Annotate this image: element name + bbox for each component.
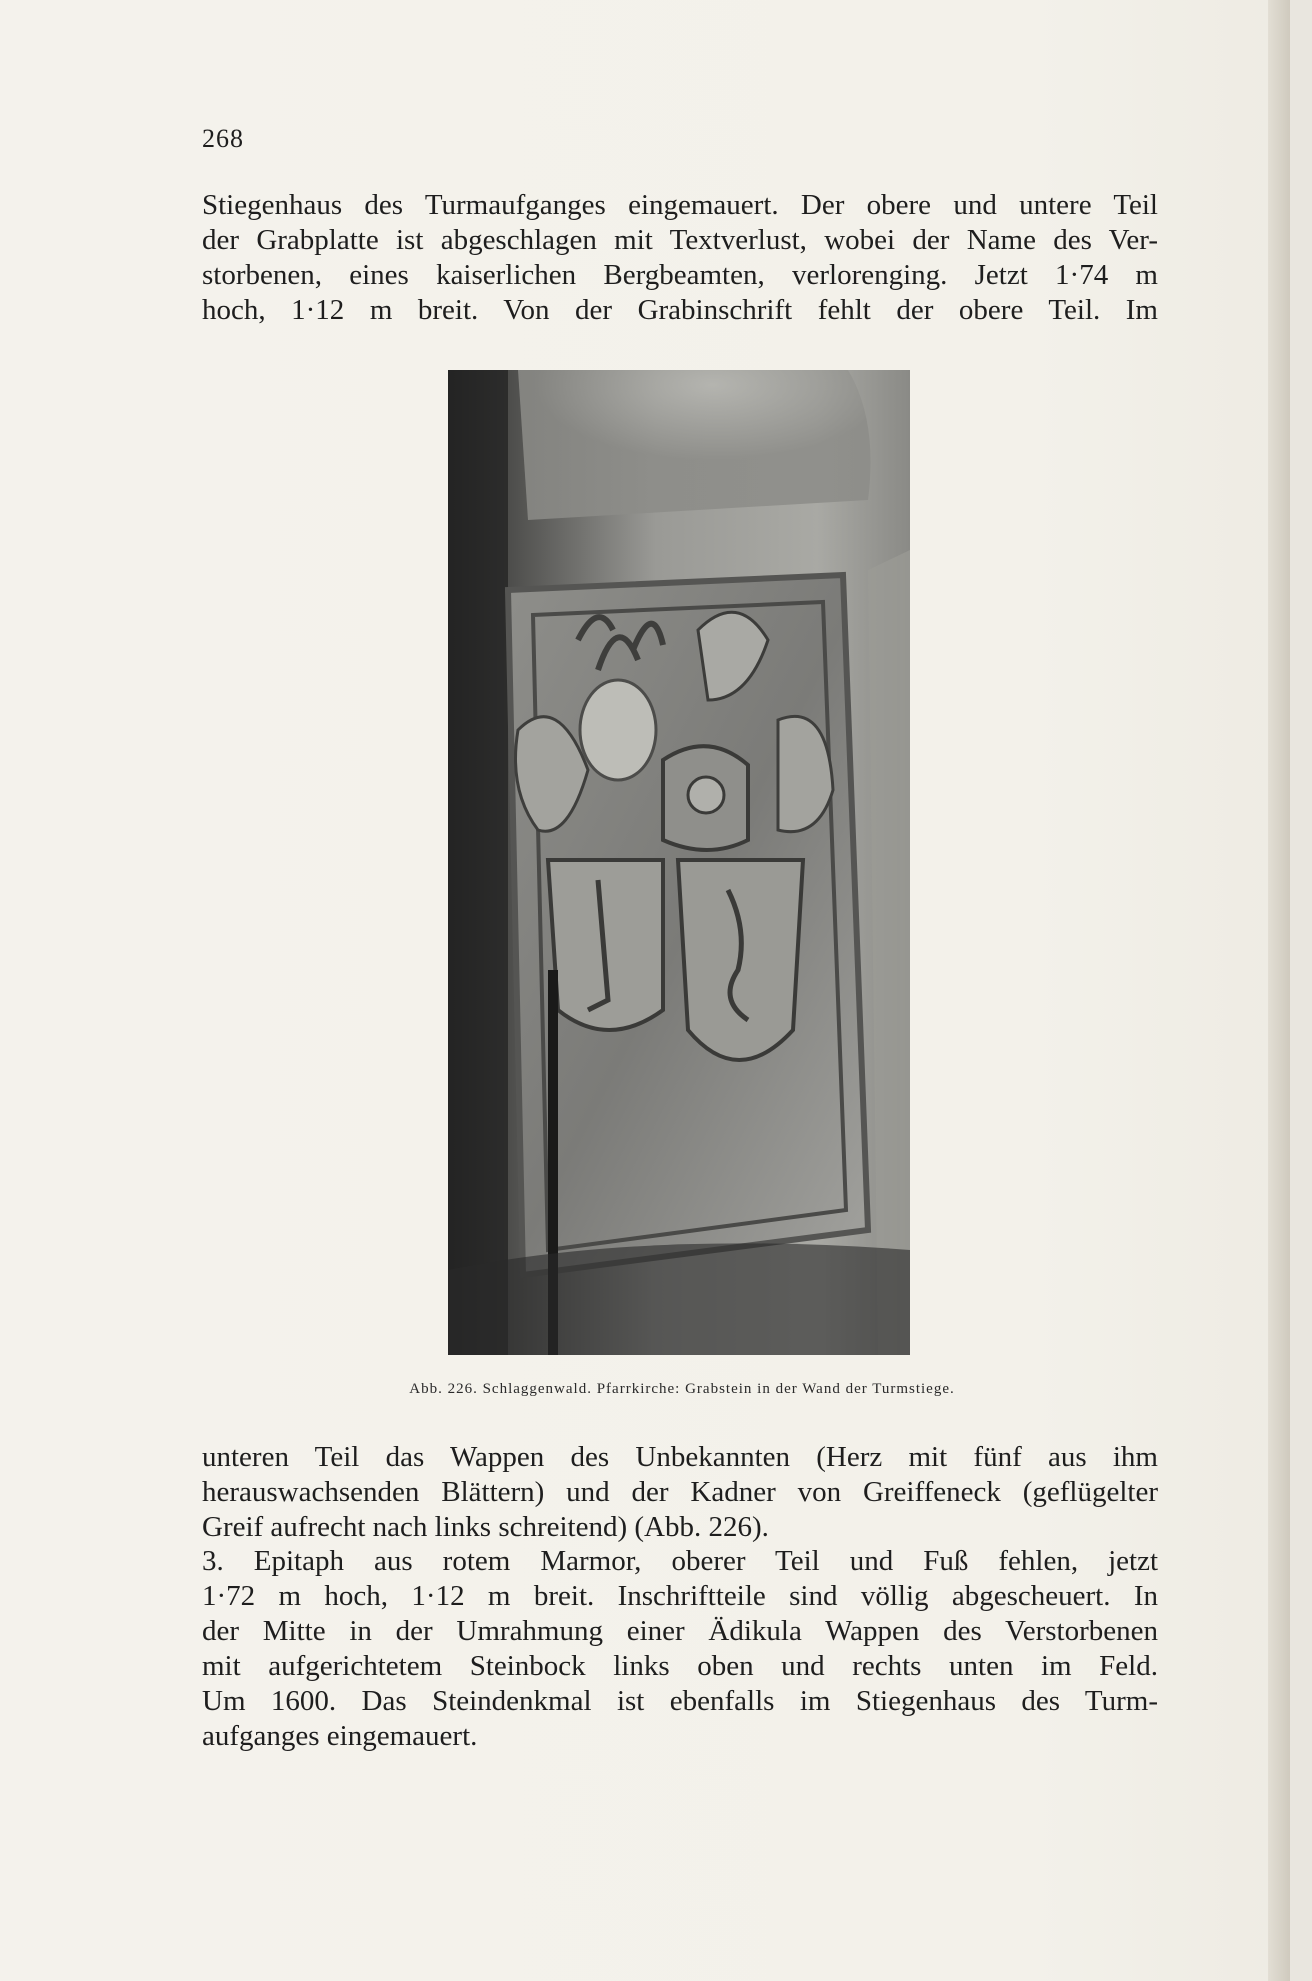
paragraph-continued xyxy=(202,1440,1158,1545)
page-number: 268 xyxy=(202,124,244,153)
text-line: Greif aufrecht nach links schreitend) (Abb. 226). xyxy=(202,1511,769,1543)
text-line: hoch, 1·12 m breit. Von der Grabinschrift fehlt der obere Teil. Im xyxy=(202,294,1158,326)
text-line: unteren Teil das Wappen des Unbekannten (Herz mit fünf aus ihm xyxy=(202,1441,1158,1473)
text-line: 3. Epitaph aus rotem Marmor, oberer Teil und Fuß fehlen, jetzt xyxy=(202,1545,1158,1577)
gravestone-illustration xyxy=(448,370,910,1355)
figure-caption: Abb. 226. Schlaggenwald. Pfarrkirche: Grabstein in der Wand der Turmstiege. xyxy=(409,1381,955,1397)
text-line: der Mitte in der Umrahmung einer Ädikula Wappen des Verstorbenen xyxy=(202,1615,1158,1647)
gravestone-photo xyxy=(448,370,910,1355)
text-line: Stiegenhaus des Turmaufganges eingemauert. Der obere und untere Teil xyxy=(202,189,1158,221)
paragraph-top xyxy=(202,188,1158,328)
page-edge xyxy=(1268,0,1290,1981)
text-line: 1·72 m hoch, 1·12 m breit. Inschriftteile sind völlig abgescheuert. In xyxy=(202,1580,1158,1612)
text-line: Um 1600. Das Steindenkmal ist ebenfalls im Stiegenhaus des Turm- xyxy=(202,1685,1158,1717)
text-line: storbenen, eines kaiserlichen Bergbeamten, verlorenging. Jetzt 1·74 m xyxy=(202,259,1158,291)
text-line: aufganges eingemauert. xyxy=(202,1720,478,1752)
text-line: mit aufgerichtetem Steinbock links oben und rechts unten im Feld. xyxy=(202,1650,1158,1682)
paragraph-item-3 xyxy=(202,1544,1158,1754)
text-line: herauswachsenden Blättern) und der Kadner von Greiffeneck (geflügelter xyxy=(202,1476,1158,1508)
text-line: der Grabplatte ist abgeschlagen mit Textverlust, wobei der Name des Ver- xyxy=(202,224,1158,256)
